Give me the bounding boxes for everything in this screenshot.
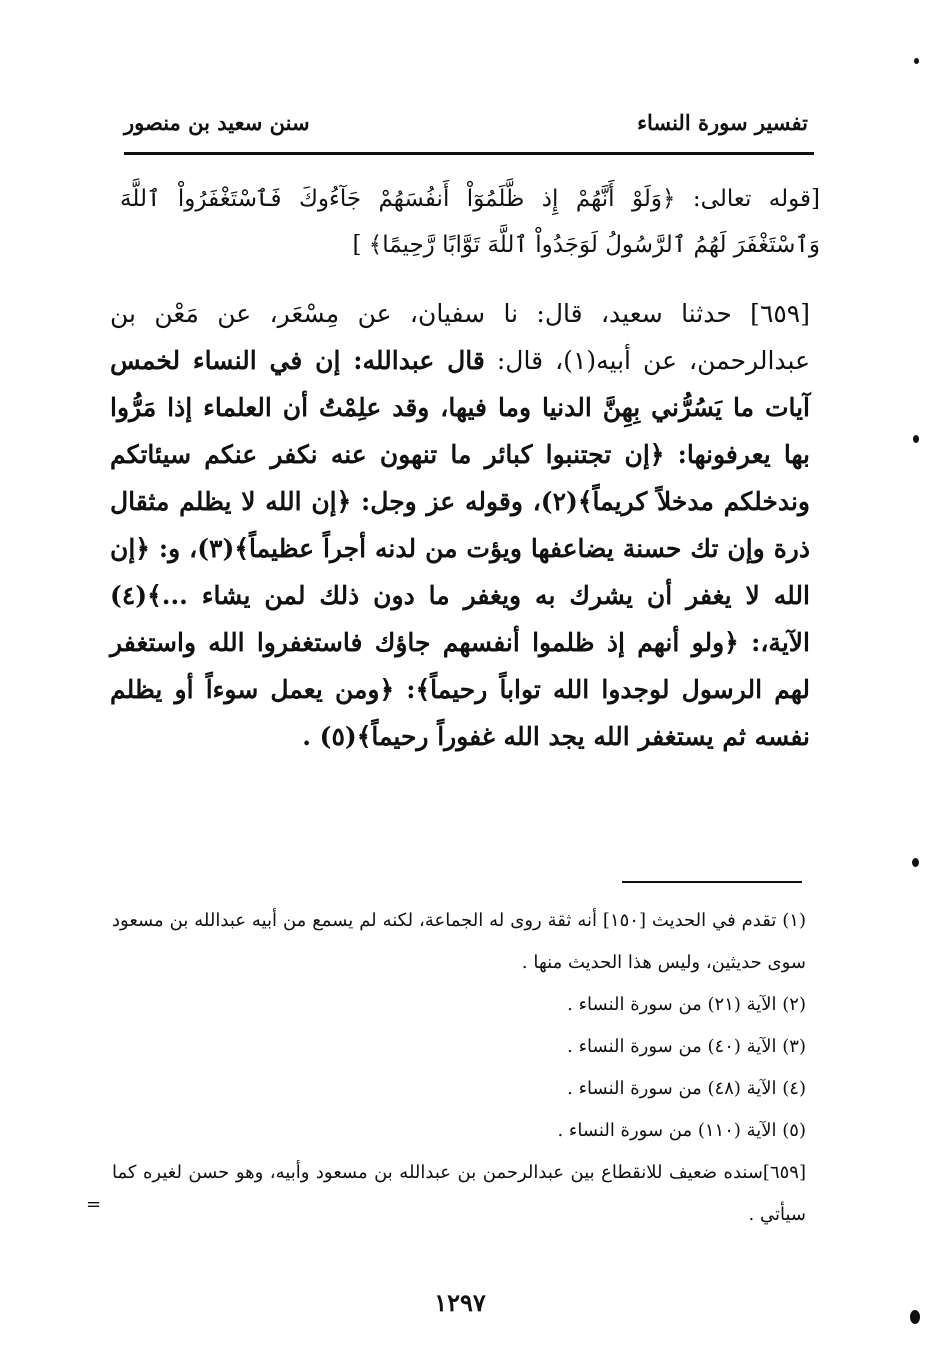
scan-speck [912,858,919,867]
hadith-number: [٦٥٩] [750,299,810,328]
footnote-separator [622,881,802,883]
hadith-isnad: حدثنا سعيد، قال: نا سفيان، عن مِسْعَر، عن مَعْن بن عبدالرحمن، عن أبيه(١)، قال: [110,299,810,375]
scan-speck [914,58,919,64]
footnote-2: (٢) الآية (٢١) من سورة النساء . [567,994,806,1015]
scan-speck [913,435,919,443]
footnote-5: (٥) الآية (١١٠) من سورة النساء . [557,1120,806,1141]
footnote-grading: [٦٥٩]سنده ضعيف للانقطاع بين عبدالرحمن بن عبدالله بن مسعود وأبيه، وهو حسن لغيره كما سيأتي . [112,1162,806,1225]
scan-speck [910,1310,920,1324]
footnote-3: (٣) الآية (٤٠) من سورة النساء . [567,1036,806,1057]
header-rule [124,152,814,155]
quran-verse-heading: [قوله تعالى: ﴿وَلَوْ أَنَّهُمْ إِذ ظَّلَمُوٓاْ أَنفُسَهُمْ جَآءُوكَ فَٱسْتَغْفَرُواْ ٱللَّهَ وَٱسْتَغْفَرَ لَهُمُ ٱلرَّسُولُ لَوَجَدُواْ ٱللَّهَ تَوَّابًا رَّحِيمًا﴾ ] [120,186,820,258]
hadith-matn: قال عبدالله: إن في النساء لخمس آيات ما يَسُرُّني بِهِنَّ الدنيا وما فيها، وقد علِمْتُ أن العلماء إذا مَرُّوا بها يعرفونها: ﴿إن تجتنبوا كبائر ما تنهون عنه نكفر عنكم سيئاتكم وندخلكم مدخلاً كريماً﴾(٢)، وقوله عز وجل: ﴿إن الله لا يظلم مثقال ذرة وإن تك حسنة يضاعفها ويؤت من لدنه أجراً عظيماً﴾(٣)، و: ﴿إن الله لا يغفر أن يشرك به ويغفر ما دون ذلك لمن يشاء ...﴾(٤) الآية،: ﴿ولو أنهم إذ ظلموا أنفسهم جاؤك فاستغفروا الله واستغفر لهم الرسول لوجدوا الله تواباً رحيماً﴾: ﴿ومن يعمل سوءاً أو يظلم نفسه ثم يستغفر الله يجد الله غفوراً رحيماً﴾(٥) . [110,346,810,751]
footnote-1: (١) تقدم في الحديث [١٥٠] أنه ثقة روى له الجماعة، لكنه لم يسمع من أبيه عبدالله بن مسعود سوى حديثين، وليس هذا الحديث منها . [112,910,806,973]
page-number: ١٢٩٧ [434,1288,486,1317]
book-title: سنن سعيد بن منصور [124,110,310,135]
hadith-text [110,290,810,760]
footnotes [112,900,806,1236]
footnote-4: (٤) الآية (٤٨) من سورة النساء . [567,1078,806,1099]
continuation-mark: = [86,1194,102,1215]
chapter-title: تفسير سورة النساء [637,110,808,135]
running-header [124,110,808,140]
